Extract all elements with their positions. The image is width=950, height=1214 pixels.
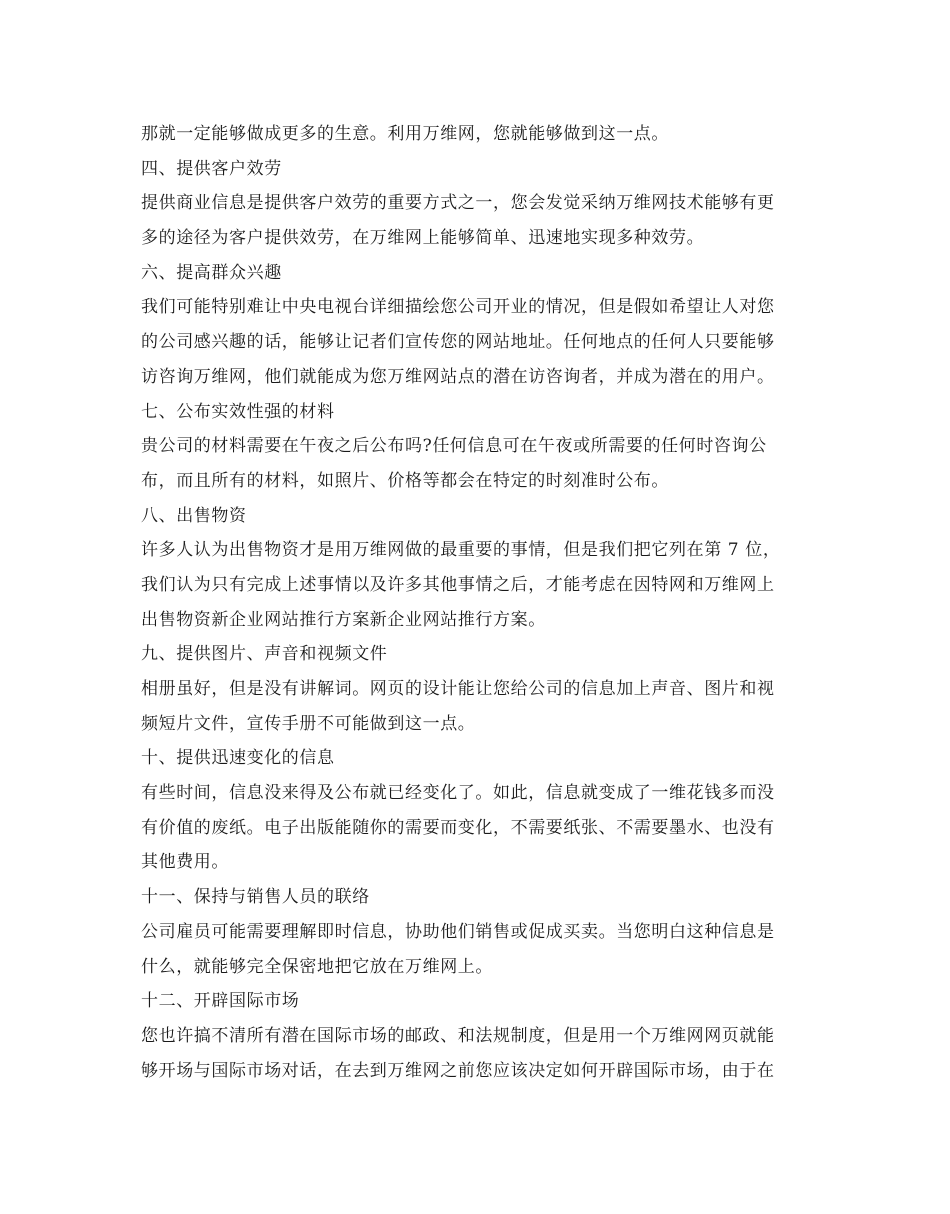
body-line: 相册虽好，但是没有讲解词。网页的设计能让您给公司的信息加上声音、图片和视 — [141, 679, 775, 699]
body-line: 布，而且所有的材料，如照片、价格等都会在特定的时刻准时公布。 — [141, 470, 669, 491]
body-line: 那就一定能够做成更多的生意。利用万维网，您就能够做到这一点。 — [141, 124, 669, 144]
body-line: 有价值的废纸。电子出版能随你的需要而变化，不需要纸张、不需要墨水、也没有 — [141, 817, 775, 838]
body-line: 什么，就能够完全保密地把它放在万维网上。 — [141, 956, 493, 977]
section-heading: 四、提供客户效劳 — [141, 158, 282, 179]
body-line: 提供商业信息是提供客户效劳的重要方式之一，您会发觉采纳万维网技术能够有更 — [141, 193, 775, 214]
section-heading: 十、提供迅速变化的信息 — [141, 748, 335, 769]
body-line: 您也许搞不清所有潜在国际市场的邮政、和法规制度，但是用一个万维网网页就能 — [141, 1025, 775, 1046]
body-line: 有些时间，信息没来得及公布就已经变化了。如此，信息就变成了一维花钱多而没 — [141, 783, 775, 804]
body-line: 其他费用。 — [141, 852, 229, 873]
section-heading: 十一、保持与销售人员的联络 — [141, 887, 370, 908]
document-body — [141, 117, 821, 1088]
section-heading: 六、提高群众兴趣 — [141, 262, 282, 283]
body-line: 出售物资新企业网站推行方案新企业网站推行方案。 — [141, 609, 546, 630]
section-heading: 七、公布实效性强的材料 — [141, 401, 335, 422]
section-heading: 九、提供图片、声音和视频文件 — [141, 644, 388, 665]
section-heading: 十二、开辟国际市场 — [141, 991, 300, 1012]
body-line: 我们认为只有完成上述事情以及许多其他事情之后，才能考虑在因特网和万维网上 — [141, 574, 775, 595]
body-line: 访咨询万维网，他们就能成为您万维网站点的潜在访咨询者，并成为潜在的用户。 — [141, 366, 775, 387]
body-line: 频短片文件，宣传手册不可能做到这一点。 — [141, 713, 476, 734]
body-line: 我们可能特别难让中央电视台详细描绘您公司开业的情况，但是假如希望让人对您 — [141, 297, 775, 318]
body-line: 贵公司的材料需要在午夜之后公布吗?任何信息可在午夜或所需要的任何时咨询公 — [141, 436, 767, 457]
section-heading: 八、出售物资 — [141, 505, 247, 526]
body-line: 多的途径为客户提供效劳，在万维网上能够简单、迅速地实现多种效劳。 — [141, 228, 705, 249]
body-line: 许多人认为出售物资才是用万维网做的最重要的事情，但是我们把它列在第 7 位， — [141, 540, 781, 561]
body-line: 的公司感兴趣的话，能够让记者们宣传您的网站地址。任何地点的任何人只要能够 — [141, 332, 775, 353]
body-line: 公司雇员可能需要理解即时信息，协助他们销售或促成买卖。当您明白这种信息是 — [141, 921, 775, 942]
body-line: 够开场与国际市场对话，在去到万维网之前您应该决定如何开辟国际市场，由于在 — [141, 1060, 775, 1081]
